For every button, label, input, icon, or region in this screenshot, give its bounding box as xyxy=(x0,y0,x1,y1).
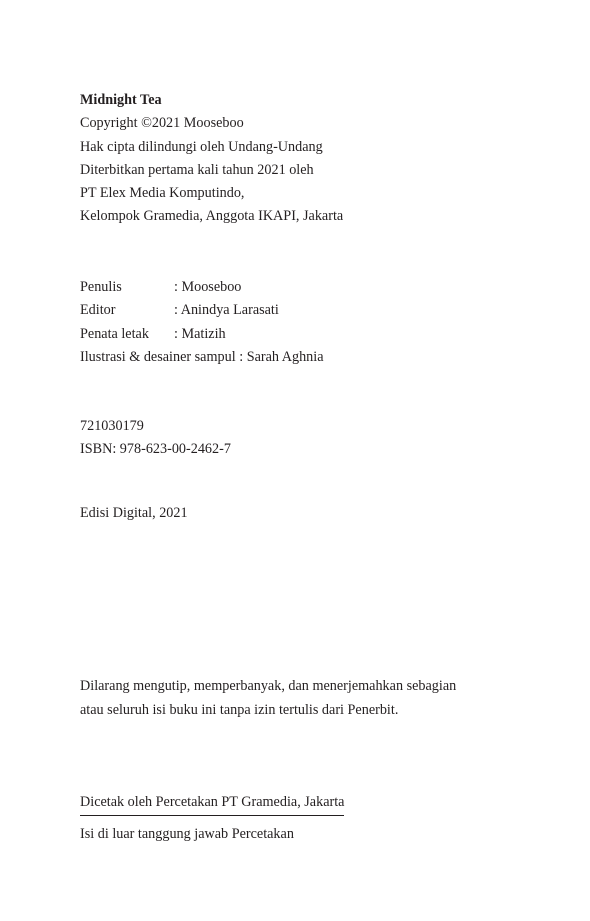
isbn: ISBN: 978-623-00-2462-7 xyxy=(80,441,231,458)
credit-label: Penulis xyxy=(80,279,122,295)
credit-separator: : xyxy=(174,325,182,342)
book-title: Midnight Tea xyxy=(80,92,162,108)
publication-info xyxy=(80,89,343,229)
edition-info xyxy=(80,502,188,525)
printer-line: Dicetak oleh Percetakan PT Gramedia, Jakarta xyxy=(80,793,344,816)
credit-value: Matizih xyxy=(181,325,226,342)
credit-separator: : xyxy=(174,279,182,295)
credits xyxy=(80,276,324,369)
credit-row-illustration xyxy=(80,346,324,369)
credit-separator: : xyxy=(235,348,247,365)
printer-disclaimer: Isi di luar tanggung jawab Percetakan xyxy=(80,826,294,842)
edition-line: Edisi Digital, 2021 xyxy=(80,505,188,521)
publisher-line: PT Elex Media Komputindo, xyxy=(80,185,245,202)
credit-label: Editor xyxy=(80,302,116,319)
printer-info xyxy=(80,793,344,844)
notice-line-1: Dilarang mengutip, memperbanyak, dan menerjemahkan sebagian xyxy=(80,678,457,694)
legal-notice xyxy=(80,674,456,722)
notice-line-2: atau seluruh isi buku ini tanpa izin tertulis dari Penerbit. xyxy=(80,702,399,718)
identifiers xyxy=(80,415,231,462)
credit-separator: : xyxy=(174,302,181,319)
credit-row-layout xyxy=(80,323,324,346)
first-published-line: Diterbitkan pertama kali tahun 2021 oleh xyxy=(80,161,314,178)
catalog-code: 721030179 xyxy=(80,418,144,434)
credit-row-editor xyxy=(80,299,324,322)
publisher-group-line: Kelompok Gramedia, Anggota IKAPI, Jakarta xyxy=(80,208,344,225)
copyright-line: Copyright ©2021 Mooseboo xyxy=(80,115,244,132)
rights-line: Hak cipta dilindungi oleh Undang-Undang xyxy=(80,138,323,155)
credit-label: Penata letak xyxy=(80,325,149,342)
credit-value: Sarah Aghnia xyxy=(246,348,324,365)
credit-value: Mooseboo xyxy=(181,279,242,295)
credit-value: Anindya Larasati xyxy=(180,302,279,319)
credit-label: Ilustrasi & desainer sampul xyxy=(80,348,236,365)
credit-row-author xyxy=(80,276,324,299)
